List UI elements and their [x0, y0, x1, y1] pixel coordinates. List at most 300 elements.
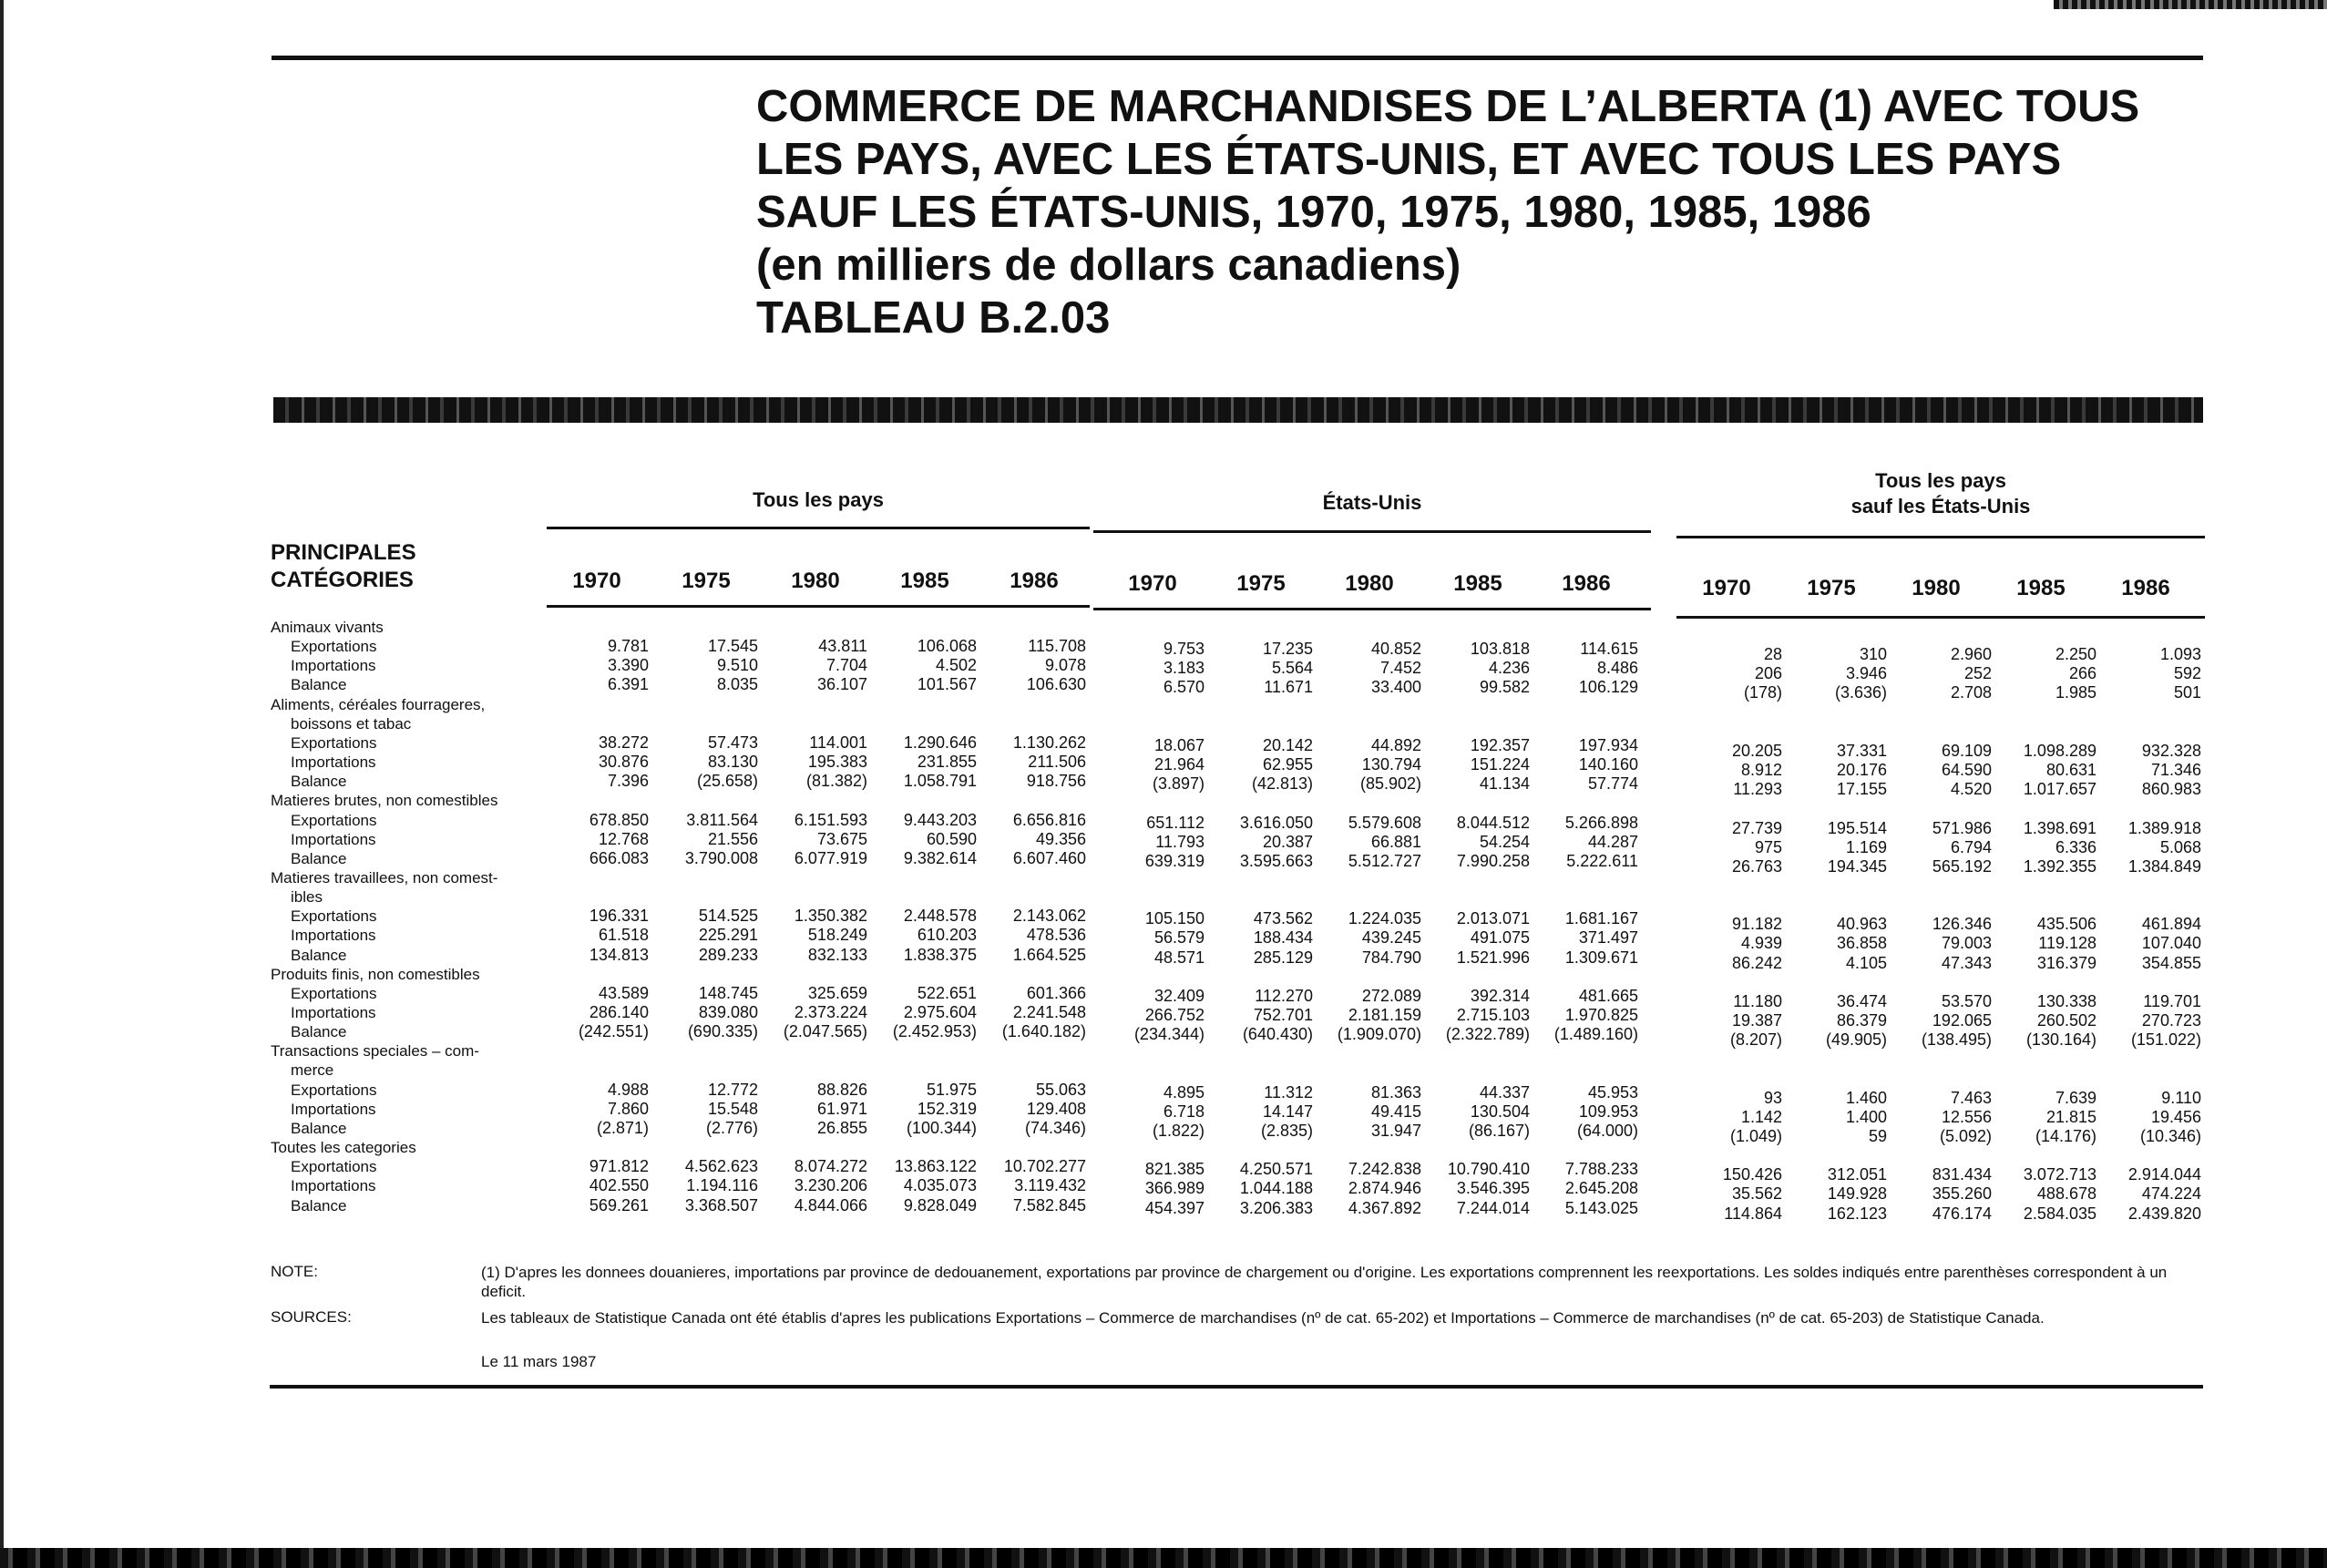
- table-cell: 478.536: [1026, 926, 1086, 944]
- table-cell: 1.309.671: [1564, 948, 1638, 967]
- table-cell: (242.551): [578, 1022, 649, 1040]
- top-rule: [272, 56, 2203, 60]
- table-cell: 474.224: [2141, 1184, 2201, 1203]
- table-cell: 3.616.050: [1239, 814, 1313, 832]
- table-cell: 2.013.071: [1456, 909, 1530, 927]
- table-cell: 9.781: [607, 637, 649, 655]
- table-cell: 454.397: [1144, 1199, 1205, 1217]
- table-cell: 2.448.578: [903, 907, 977, 925]
- table-cell: 2.975.604: [903, 1003, 977, 1021]
- table-cell: (100.344): [906, 1119, 977, 1137]
- table-cell: 44.337: [1479, 1083, 1530, 1102]
- table-cell: 3.206.383: [1239, 1199, 1313, 1217]
- table-cell: 1.130.262: [1012, 733, 1086, 752]
- year-header: 1980: [1345, 571, 1394, 596]
- sources-label: SOURCES:: [271, 1308, 352, 1326]
- table-cell: (5.092): [1939, 1127, 1992, 1145]
- table-cell: 975: [1754, 838, 1782, 856]
- table-cell: 7.244.014: [1456, 1199, 1530, 1217]
- table-cell: 73.675: [816, 830, 867, 848]
- table-cell: 2.715.103: [1456, 1006, 1530, 1024]
- table-cell: 6.794: [1950, 838, 1992, 856]
- table-cell: 514.525: [698, 907, 758, 925]
- table-cell: 1.058.791: [903, 772, 977, 790]
- table-cell: 821.385: [1144, 1160, 1205, 1178]
- row-label: Importations: [291, 927, 376, 944]
- table-cell: (14.176): [2035, 1127, 2096, 1145]
- table-cell: 272.089: [1361, 987, 1421, 1005]
- table-cell: 93: [1763, 1089, 1782, 1107]
- table-cell: 461.894: [2141, 915, 2201, 933]
- table-cell: 2.584.035: [2023, 1204, 2096, 1223]
- table-cell: 6.656.816: [1012, 811, 1086, 829]
- table-cell: 1.098.289: [2023, 742, 2096, 760]
- category-label: Produits finis, non comestibles: [271, 966, 480, 983]
- table-cell: 7.242.838: [1348, 1160, 1421, 1178]
- table-cell: 1.521.996: [1456, 948, 1530, 967]
- year-header: 1980: [1912, 576, 1961, 600]
- table-cell: (85.902): [1359, 774, 1421, 793]
- group-header-etats-unis: États-Unis: [1322, 491, 1422, 514]
- table-cell: 488.678: [2036, 1184, 2096, 1203]
- table-cell: 81.363: [1370, 1083, 1421, 1102]
- group-header-line: sauf les États-Unis: [1850, 495, 2031, 518]
- table-cell: 2.373.224: [794, 1003, 867, 1021]
- title-line: SAUF LES ÉTATS-UNIS, 1970, 1975, 1980, 1985, 1986: [756, 188, 1871, 237]
- table-cell: 6.718: [1163, 1102, 1205, 1121]
- table-cell: 752.701: [1253, 1006, 1313, 1024]
- table-cell: 119.701: [2143, 992, 2201, 1010]
- table-cell: 12.772: [707, 1081, 758, 1099]
- date-text: Le 11 mars 1987: [481, 1353, 597, 1370]
- title-line: TABLEAU B.2.03: [756, 293, 1111, 343]
- table-cell: 639.319: [1144, 852, 1205, 870]
- table-cell: 1.398.691: [2023, 819, 2096, 837]
- table-cell: 784.790: [1361, 948, 1421, 967]
- table-cell: 188.434: [1253, 928, 1313, 947]
- table-cell: 1.384.849: [2127, 857, 2201, 876]
- table-cell: 38.272: [598, 733, 649, 752]
- table-cell: 1.194.116: [686, 1176, 758, 1194]
- table-cell: 61.518: [598, 926, 649, 944]
- table-cell: 114.615: [1580, 640, 1638, 658]
- table-cell: 5.564: [1271, 659, 1313, 677]
- row-label: Exportations: [291, 985, 377, 1002]
- table-cell: 6.077.919: [794, 849, 867, 867]
- table-cell: 162.123: [1827, 1204, 1887, 1223]
- table-cell: 21.815: [2045, 1108, 2096, 1126]
- table-cell: 13.863.122: [894, 1157, 977, 1175]
- table-cell: 129.408: [1026, 1100, 1086, 1118]
- table-cell: 473.562: [1253, 909, 1313, 927]
- table-cell: 932.328: [2141, 742, 2201, 760]
- table-cell: 4.250.571: [1239, 1160, 1313, 1178]
- table-cell: 7.463: [1950, 1089, 1992, 1107]
- table-cell: 53.570: [1941, 992, 1992, 1010]
- table-cell: 501: [2173, 683, 2201, 702]
- row-label: Importations: [291, 1101, 376, 1118]
- table-cell: 6.336: [2055, 838, 2096, 856]
- table-cell: 59: [1868, 1127, 1887, 1145]
- table-cell: 6.570: [1163, 678, 1205, 696]
- table-cell: 11.312: [1264, 1083, 1313, 1102]
- table-cell: 21.964: [1153, 755, 1205, 774]
- table-cell: 130.794: [1361, 755, 1421, 774]
- table-cell: 28: [1763, 645, 1782, 663]
- table-cell: 126.346: [1932, 915, 1992, 933]
- year-header: 1985: [1453, 571, 1502, 596]
- table-cell: 134.813: [589, 946, 649, 964]
- table-cell: 105.150: [1144, 909, 1205, 927]
- year-header: 1970: [572, 569, 621, 593]
- table-cell: 9.078: [1044, 656, 1086, 674]
- table-cell: 476.174: [1932, 1204, 1992, 1223]
- table-cell: 106.129: [1578, 678, 1638, 696]
- table-cell: 192.357: [1470, 736, 1530, 754]
- table-cell: 7.452: [1379, 659, 1421, 677]
- table-cell: (2.871): [596, 1119, 649, 1137]
- table-cell: 44.287: [1587, 833, 1638, 851]
- table-cell: (2.835): [1260, 1122, 1313, 1140]
- table-cell: 19.456: [2150, 1108, 2201, 1126]
- category-label: Matieres brutes, non comestibles: [271, 792, 498, 809]
- table-cell: 51.975: [926, 1081, 977, 1099]
- year-rule: [1676, 616, 2205, 619]
- table-cell: 107.040: [2141, 934, 2201, 952]
- table-cell: 3.072.713: [2023, 1165, 2096, 1184]
- table-cell: 18.067: [1153, 736, 1205, 754]
- table-cell: 2.960: [1950, 645, 1992, 663]
- table-cell: 56.579: [1153, 928, 1205, 947]
- table-cell: (178): [1743, 683, 1782, 702]
- table-cell: 114.864: [1724, 1204, 1782, 1223]
- table-cell: 36.474: [1836, 992, 1887, 1010]
- table-cell: 1.664.525: [1012, 946, 1086, 964]
- table-cell: 3.946: [1845, 664, 1887, 682]
- table-cell: 43.589: [598, 984, 649, 1002]
- table-cell: 4.236: [1488, 659, 1530, 677]
- year-header: 1985: [900, 569, 949, 593]
- table-cell: 678.850: [589, 811, 649, 829]
- table-cell: 2.874.946: [1348, 1179, 1421, 1197]
- table-cell: 64.590: [1941, 761, 1992, 779]
- table-cell: 109.953: [1578, 1102, 1638, 1121]
- table-cell: 9.753: [1163, 640, 1205, 658]
- table-cell: 481.665: [1578, 987, 1638, 1005]
- group-header-line: Tous les pays: [1875, 469, 2006, 492]
- table-cell: 9.510: [716, 656, 758, 674]
- table-cell: 40.852: [1370, 640, 1421, 658]
- table-cell: (1.640.182): [1001, 1022, 1086, 1040]
- table-cell: 1.985: [2055, 683, 2096, 702]
- table-cell: (74.346): [1024, 1119, 1086, 1137]
- row-label: Balance: [291, 947, 347, 964]
- table-cell: 3.368.507: [684, 1196, 758, 1214]
- table-cell: 1.290.646: [903, 733, 977, 752]
- category-label: Toutes les categories: [271, 1139, 416, 1156]
- table-cell: 49.415: [1370, 1102, 1421, 1121]
- table-cell: 30.876: [598, 753, 649, 771]
- table-cell: 101.567: [917, 675, 977, 693]
- row-label: Balance: [291, 850, 347, 867]
- category-column-header: [271, 539, 416, 594]
- table-cell: 3.790.008: [684, 849, 758, 867]
- table-cell: 491.075: [1470, 928, 1530, 947]
- year-rule: [1093, 608, 1651, 610]
- group-header-tous-les-pays: Tous les pays: [753, 488, 884, 511]
- table-cell: 43.811: [818, 637, 867, 655]
- table-cell: 20.387: [1262, 833, 1313, 851]
- table-cell: 354.855: [2141, 954, 2201, 972]
- row-label: Importations: [291, 831, 376, 848]
- table-cell: 435.506: [2036, 915, 2096, 933]
- table-cell: (2.322.789): [1445, 1025, 1530, 1043]
- table-cell: 54.254: [1479, 833, 1530, 851]
- row-label: Importations: [291, 753, 376, 771]
- sources-text: Les tableaux de Statistique Canada ont été établis d'apres les publications Exportations – Commerce de marchandises (nº de cat. 65-202) et Importations – Commerce de marchandises (nº de cat. 65-203) de Statistique Canada.: [481, 1309, 2045, 1327]
- table-cell: 20.176: [1836, 761, 1887, 779]
- table-cell: 48.571: [1153, 948, 1205, 967]
- table-cell: 36.107: [816, 675, 867, 693]
- table-cell: 1.838.375: [903, 946, 977, 964]
- table-cell: 8.044.512: [1456, 814, 1530, 832]
- table-cell: 1.350.382: [794, 907, 867, 925]
- row-label: Exportations: [291, 1158, 377, 1175]
- year-header: 1975: [1807, 576, 1856, 600]
- table-cell: 106.630: [1026, 675, 1086, 693]
- row-label: Balance: [291, 1120, 347, 1137]
- table-cell: 252: [1963, 664, 1992, 682]
- table-cell: 192.065: [1932, 1011, 1992, 1030]
- table-cell: (86.167): [1468, 1122, 1530, 1140]
- table-cell: 1.681.167: [1564, 909, 1638, 927]
- year-header: 1970: [1702, 576, 1751, 600]
- table-cell: 7.860: [607, 1100, 649, 1118]
- table-cell: 266.752: [1144, 1006, 1205, 1024]
- table-cell: 11.293: [1733, 780, 1782, 798]
- table-cell: 15.548: [707, 1100, 758, 1118]
- table-cell: 32.409: [1153, 987, 1205, 1005]
- table-cell: (3.897): [1152, 774, 1205, 793]
- category-label: merce: [291, 1061, 334, 1079]
- table-cell: (130.164): [2025, 1030, 2096, 1049]
- table-cell: 569.261: [589, 1196, 649, 1214]
- table-cell: 2.439.820: [2127, 1204, 2201, 1223]
- table-cell: 1.142: [1740, 1108, 1782, 1126]
- table-cell: 439.245: [1361, 928, 1421, 947]
- row-label: Balance: [291, 1197, 347, 1214]
- table-cell: 106.068: [917, 637, 977, 655]
- year-header: 1975: [682, 569, 731, 593]
- note-text: (1) D'apres les donnees douanieres, importations par province de dedouanement, exportations par province de chargement ou d'origine. Les exportations comprennent les reexportations. Les soldes indiqués entre parenthèses correspondent à un deficit.: [481, 1264, 2168, 1300]
- table-cell: 11.180: [1733, 992, 1782, 1010]
- category-label: Transactions speciales – com-: [271, 1042, 479, 1060]
- table-cell: 225.291: [698, 926, 758, 944]
- table-cell: 4.844.066: [794, 1196, 867, 1214]
- table-cell: 211.506: [1028, 753, 1086, 771]
- table-cell: 2.181.159: [1348, 1006, 1421, 1024]
- page-title: [756, 80, 2178, 344]
- table-cell: (138.495): [1921, 1030, 1992, 1049]
- table-cell: 3.546.395: [1456, 1179, 1530, 1197]
- table-cell: 12.556: [1941, 1108, 1992, 1126]
- table-cell: (1.489.160): [1553, 1025, 1638, 1043]
- table-cell: 19.387: [1731, 1011, 1782, 1030]
- group-rule: [1093, 530, 1651, 533]
- table-cell: (234.344): [1133, 1025, 1205, 1043]
- table-cell: 839.080: [698, 1003, 758, 1021]
- table-cell: 1.169: [1845, 838, 1887, 856]
- table-cell: 62.955: [1262, 755, 1313, 774]
- table-cell: 316.379: [2036, 954, 2096, 972]
- table-cell: 286.140: [589, 1003, 649, 1021]
- row-label: Exportations: [291, 638, 377, 655]
- table-cell: 152.319: [917, 1100, 977, 1118]
- table-cell: 49.356: [1035, 830, 1086, 848]
- table-cell: 592: [2173, 664, 2201, 682]
- table-cell: 10.702.277: [1003, 1157, 1086, 1175]
- table-cell: 114.001: [809, 733, 867, 752]
- note-label: NOTE:: [271, 1263, 318, 1280]
- group-rule: [547, 527, 1090, 529]
- table-cell: 86.379: [1836, 1011, 1887, 1030]
- table-cell: (8.207): [1729, 1030, 1782, 1049]
- category-header-line: CATÉGORIES: [271, 568, 414, 592]
- table-cell: 1.460: [1845, 1089, 1887, 1107]
- table-cell: 151.224: [1470, 755, 1530, 774]
- table-cell: 571.986: [1932, 819, 1992, 837]
- table-cell: 831.434: [1932, 1165, 1992, 1184]
- table-cell: 4.939: [1740, 934, 1782, 952]
- table-cell: 17.235: [1262, 640, 1313, 658]
- table-cell: 14.147: [1262, 1102, 1313, 1121]
- table-cell: 4.502: [935, 656, 977, 674]
- table-cell: 860.983: [2141, 780, 2201, 798]
- table-cell: 20.142: [1262, 736, 1313, 754]
- table-cell: 150.426: [1722, 1165, 1782, 1184]
- year-rule: [547, 605, 1090, 608]
- table-cell: 7.704: [825, 656, 867, 674]
- table-cell: 325.659: [807, 984, 867, 1002]
- table-cell: 21.556: [707, 830, 758, 848]
- table-cell: 6.151.593: [794, 811, 867, 829]
- table-cell: 7.582.845: [1012, 1196, 1086, 1214]
- table-cell: (1.909.070): [1337, 1025, 1421, 1043]
- row-label: Importations: [291, 1004, 376, 1021]
- title-line: LES PAYS, AVEC LES ÉTATS-UNIS, ET AVEC TOUS LES PAYS: [756, 135, 2062, 184]
- row-label: Exportations: [291, 1081, 377, 1099]
- table-cell: 115.708: [1028, 637, 1086, 655]
- year-header: 1986: [2121, 576, 2170, 600]
- bottom-rule: [270, 1385, 2203, 1389]
- table-cell: 4.562.623: [684, 1157, 758, 1175]
- table-cell: (1.049): [1729, 1127, 1782, 1145]
- group-header-sauf-etats-unis: [1676, 468, 2205, 519]
- year-header: 1970: [1128, 571, 1177, 596]
- table-cell: 26.763: [1731, 857, 1782, 876]
- table-cell: (151.022): [2130, 1030, 2201, 1049]
- table-cell: 86.242: [1731, 954, 1782, 972]
- table-cell: 71.346: [2150, 761, 2201, 779]
- table-cell: 565.192: [1932, 857, 1992, 876]
- scan-left-edge: [0, 0, 4, 1568]
- table-cell: 312.051: [1827, 1165, 1887, 1184]
- table-cell: 5.512.727: [1348, 852, 1421, 870]
- table-cell: 918.756: [1026, 772, 1086, 790]
- table-cell: 266: [2068, 664, 2096, 682]
- table-cell: 83.130: [707, 753, 758, 771]
- table-cell: 4.988: [607, 1081, 649, 1099]
- table-cell: 270.723: [2141, 1011, 2201, 1030]
- table-cell: 6.391: [607, 675, 649, 693]
- table-cell: 11.671: [1264, 678, 1313, 696]
- table-cell: 11.793: [1155, 833, 1205, 851]
- table-cell: 79.003: [1941, 934, 1992, 952]
- table-cell: 195.383: [807, 753, 867, 771]
- table-cell: 2.645.208: [1564, 1179, 1638, 1197]
- table-cell: 260.502: [2036, 1011, 2096, 1030]
- table-cell: 103.818: [1470, 640, 1530, 658]
- table-cell: 5.068: [2159, 838, 2201, 856]
- group-rule: [1676, 536, 2205, 538]
- category-label: ibles: [291, 888, 323, 906]
- table-cell: 7.788.233: [1564, 1160, 1638, 1178]
- table-cell: (81.382): [805, 772, 867, 790]
- table-cell: (690.335): [687, 1022, 758, 1040]
- table-cell: (1.822): [1152, 1122, 1205, 1140]
- table-cell: 130.338: [2036, 992, 2096, 1010]
- scan-bottom-edge: [0, 1548, 2327, 1568]
- table-cell: 140.160: [1578, 755, 1638, 774]
- table-cell: 1.093: [2159, 645, 2201, 663]
- year-header: 1986: [1010, 569, 1059, 593]
- table-cell: 3.811.564: [686, 811, 758, 829]
- table-cell: 57.473: [707, 733, 758, 752]
- table-cell: 8.486: [1596, 659, 1638, 677]
- table-cell: (64.000): [1576, 1122, 1638, 1140]
- table-cell: 4.105: [1845, 954, 1887, 972]
- table-cell: 112.270: [1255, 987, 1313, 1005]
- table-cell: 88.826: [816, 1081, 867, 1099]
- table-cell: 2.708: [1950, 683, 1992, 702]
- table-cell: (640.430): [1242, 1025, 1313, 1043]
- table-cell: 371.497: [1578, 928, 1638, 947]
- row-label: Exportations: [291, 734, 377, 752]
- category-label: Matieres travaillees, non comest-: [271, 869, 498, 886]
- year-header: 1975: [1236, 571, 1286, 596]
- row-label: Balance: [291, 1023, 347, 1040]
- table-cell: 5.266.898: [1564, 814, 1638, 832]
- table-cell: 99.582: [1479, 678, 1530, 696]
- table-cell: 1.392.355: [2023, 857, 2096, 876]
- table-cell: 31.947: [1370, 1122, 1421, 1140]
- table-cell: 310: [1859, 645, 1887, 663]
- table-cell: 1.044.188: [1239, 1179, 1313, 1197]
- table-cell: (3.636): [1834, 683, 1887, 702]
- table-cell: 27.739: [1731, 819, 1782, 837]
- table-cell: 20.205: [1731, 742, 1782, 760]
- table-cell: 392.314: [1470, 987, 1530, 1005]
- table-cell: 4.895: [1163, 1083, 1205, 1102]
- table-cell: 197.934: [1578, 736, 1638, 754]
- table-cell: 5.143.025: [1564, 1199, 1638, 1217]
- table-cell: 194.345: [1827, 857, 1887, 876]
- table-cell: (2.776): [705, 1119, 758, 1137]
- table-cell: 4.367.892: [1348, 1199, 1421, 1217]
- table-cell: 3.390: [607, 656, 649, 674]
- year-header: 1985: [2016, 576, 2066, 600]
- table-cell: 518.249: [807, 926, 867, 944]
